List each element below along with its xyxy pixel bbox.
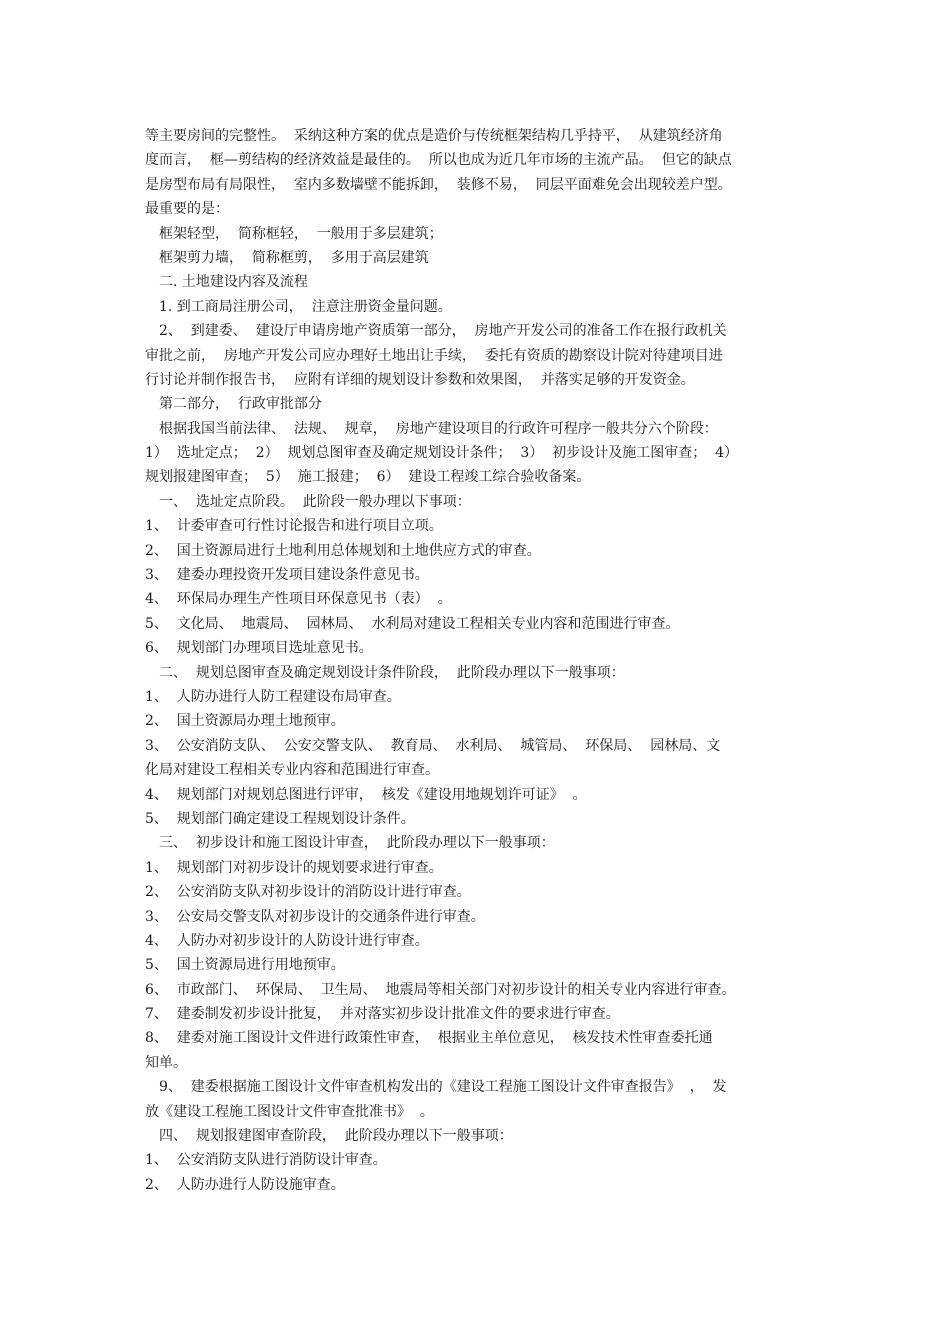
list-item: 4、 环保局办理生产性项目环保意见书（表） 。	[145, 591, 452, 608]
document-body	[145, 124, 825, 1197]
text-line: 1） 选址定点； 2） 规划总图审查及确定规划设计条件； 3） 初步设计及施工图审查； 4）	[145, 445, 739, 462]
list-item: 2、 公安消防支队对初步设计的消防设计进行审查。	[145, 884, 471, 901]
text-line: 框架轻型， 简称框轻， 一般用于多层建筑；	[159, 225, 443, 242]
list-item: 3、 公安局交警支队对初步设计的交通条件进行审查。	[145, 908, 485, 925]
list-item: 5、 文化局、 地震局、 园林局、 水利局对建设工程相关专业内容和范围进行审查。	[145, 615, 680, 632]
list-item: 8、 建委对施工图设计文件进行政策性审查， 根据业主单位意见， 核发技术性审查委托通	[145, 1030, 713, 1047]
text-line: 框架剪力墙， 简称框剪， 多用于高层建筑	[159, 249, 429, 266]
section-heading: 二. 土地建设内容及流程	[159, 274, 308, 291]
list-item: 6、 规划部门办理项目选址意见书。	[145, 640, 373, 657]
list-item: 5、 规划部门确定建设工程规划设计条件。	[145, 810, 415, 827]
list-item: 4、 规划部门对规划总图进行评审， 核发《建设用地规划许可证》 。	[145, 786, 587, 803]
text-line: 化局对建设工程相关专业内容和范围进行审查。	[145, 762, 439, 779]
text-line: 度而言， 框—剪结构的经济效益是最佳的。 所以也成为近几年市场的主流产品。 但它的缺点	[145, 152, 732, 169]
list-item: 2、 人防办进行人防设施审查。	[145, 1176, 345, 1193]
list-item: 1、 规划部门对初步设计的规划要求进行审查。	[145, 859, 443, 876]
list-item: 3、 公安消防支队、 公安交警支队、 教育局、 水利局、 城管局、 环保局、 园林局、文	[145, 737, 721, 754]
list-item: 1、 计委审查可行性讨论报告和进行项目立项。	[145, 518, 443, 535]
list-item: 1、 公安消防支队进行消防设计审查。	[145, 1152, 387, 1169]
text-line: 放《建设工程施工图设计文件审查批准书》 。	[145, 1103, 434, 1120]
list-item: 2、 国土资源局办理土地预审。	[145, 713, 345, 730]
list-item: 2、 国土资源局进行土地利用总体规划和土地供应方式的审查。	[145, 542, 541, 559]
list-item: 9、 建委根据施工图设计文件审查机构发出的《建设工程施工图设计文件审查报告》 ， 发	[159, 1079, 727, 1096]
text-line: 知单。	[145, 1054, 187, 1071]
list-item: 4、 人防办对初步设计的人防设计进行审查。	[145, 932, 429, 949]
text-line: 2、 到建委、 建设厅申请房地产资质第一部分， 房地产开发公司的准备工作在报行政机关	[159, 323, 727, 340]
text-line: 规划报建图审查； 5） 施工报建； 6） 建设工程竣工综合验收备案。	[145, 469, 591, 486]
list-item: 1、 人防办进行人防工程建设布局审查。	[145, 688, 401, 705]
text-line: 行讨论并制作报告书， 应附有详细的规划设计参数和效果图， 并落实足够的开发资金。	[145, 371, 695, 388]
list-item: 5、 国土资源局进行用地预审。	[145, 957, 345, 974]
text-line: 是房型布局有局限性， 室内多数墙壁不能拆卸， 装修不易， 同层平面难免会出现较差户型。	[145, 176, 732, 193]
section-heading: 三、 初步设计和施工图设计审查， 此阶段办理以下一般事项：	[159, 835, 555, 852]
text-line: 1. 到工商局注册公司， 注意注册资金量问题。	[159, 298, 452, 315]
list-item: 6、 市政部门、 环保局、 卫生局、 地震局等相关部门对初步设计的相关专业内容进行审查。	[145, 981, 736, 998]
list-item: 7、 建委制发初步设计批复， 并对落实初步设计批准文件的要求进行审查。	[145, 1006, 620, 1023]
list-item: 3、 建委办理投资开发项目建设条件意见书。	[145, 567, 429, 584]
section-heading: 一、 选址定点阶段。 此阶段一般办理以下事项：	[159, 493, 471, 510]
text-line: 审批之前， 房地产开发公司应办理好土地出让手续， 委托有资质的勘察设计院对待建项目进	[145, 347, 723, 364]
text-line: 最重要的是：	[145, 201, 229, 218]
section-heading: 第二部分， 行政审批部分	[159, 396, 322, 413]
text-line: 根据我国当前法律、 法规、 规章， 房地产建设项目的行政许可程序一般共分六个阶段：	[159, 420, 718, 437]
text-line: 等主要房间的完整性。 采纳这种方案的优点是造价与传统框架结构几乎持平， 从建筑经济角	[145, 128, 723, 144]
section-heading: 二、 规划总图审查及确定规划设计条件阶段， 此阶段办理以下一般事项：	[159, 664, 625, 681]
section-heading: 四、 规划报建图审查阶段， 此阶段办理以下一般事项：	[159, 1128, 513, 1145]
